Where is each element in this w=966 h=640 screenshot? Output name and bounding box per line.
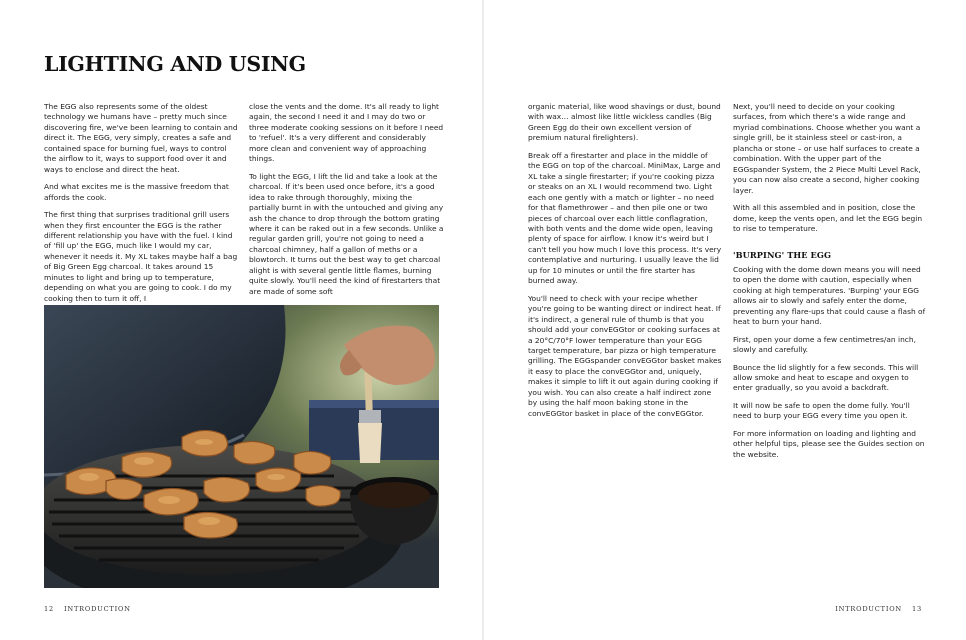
- section-label-left: INTRODUCTION: [64, 605, 131, 613]
- paragraph: With all this assembled and in position, close the dome, keep the vents open, and let the EGG begin to rise to temperature.: [733, 203, 923, 233]
- paragraph: The EGG also represents some of the oldest technology we humans have – pretty much since discovering fire, we've been learning to contain and direct it. The EGG, very simply, creates a safe and contained space for burning fuel, ways to control the airflow to it, ways to support food over it and ways to enclose and direct the heat.: [44, 102, 238, 174]
- page-number-left: 12: [44, 605, 54, 613]
- paragraph: It will now be safe to open the dome fully. You'll need to burp your EGG every time you open it.: [733, 400, 910, 421]
- paragraph: First, open your dome a few centimetres/an inch, slowly and carefully.: [733, 334, 916, 355]
- paragraph: To light the EGG, I lift the lid and take a look at the charcoal. If it's been used once before, it's a good idea to rake through thoroughly, mixing the partially burnt in with the untouched and giving any ash the chance to drop through the bottom grating where it can be raked out in a few seconds. Unlike a regular garden grill, you're not going to need a charcoal chimney, half a gallon of meths or a blowtorch. It turns out the best way to get charcoal alight is with several gentle little flames, burning quite slowly. You'll need the kind of firestarters that are made of some soft: [249, 171, 444, 296]
- paragraph: For more information on loading and lighting and other helpful tips, please see the Guides section on the website.: [733, 428, 925, 459]
- text-column-3: [528, 102, 722, 426]
- section-subheading: 'BURPING' THE EGG: [733, 250, 832, 261]
- text-column-2: [249, 102, 444, 304]
- page-number-right: 13: [912, 605, 922, 613]
- footer-left: [44, 605, 131, 613]
- paragraph: Cooking with the dome down means you will need to open the dome with caution, especially when cooking at high temperatures. 'Burping' your EGG allows air to slowly and safely enter the dome, preventing any flare-ups that could cause a flash of heat to burn your hand.: [733, 264, 926, 327]
- paragraph: Bounce the lid slightly for a few seconds. This will allow smoke and heat to escape and oxygen to enter gradually, so you avoid a backdraft.: [733, 362, 919, 393]
- paragraph: You'll need to check with your recipe whether you're going to be wanting direct or indirect heat. If it's indirect, a general rule of thumb is that you should add your convEGGtor or cooking surfaces at a 20°C/70°F lower temperature than your EGG target temperature, bar pizza or high temperature grilling. The EGGspander convEGGtor basket makes it easy to place the convEGGtor and, uniquely, makes it simple to lift it out again during cooking if you wish. You can also create a half indirect zone by using the half moon baking stone in the convEGGtor basket in place of the convEGGtor.: [528, 293, 722, 418]
- paragraph: Next, you'll need to decide on your cooking surfaces, from which there's a wide range and myriad combinations. Choose whether you want a single grill, be it stainless steel or cast-iron, a plancha or stone – or use half surfaces to create a combination. With the upper part of the EGGspander System, the 2 Piece Multi Level Rack, you can now also create a second, higher cooking layer.: [733, 102, 921, 195]
- paragraph: And what excites me is the massive freedom that affords the cook.: [44, 182, 229, 202]
- text-column-1: [44, 102, 238, 311]
- grill-photo: [44, 305, 439, 588]
- spread-gutter: [482, 0, 484, 640]
- paragraph: The first thing that surprises traditional grill users when they first encounter the EGG is the rather different relationship you have with the fuel. I kind of 'fill up' the EGG, much like I would my car, whenever it needs it. My XL takes maybe half a bag of Big Green Egg charcoal. It takes around 15 minutes to light and bring up to temperature, depending on what you are going to cook. I do my cooking then to turn it off, I: [44, 210, 238, 303]
- footer-right: [835, 605, 922, 613]
- paragraph: organic material, like wood shavings or dust, bound with wax… almost like little wickless candles (Big Green Egg do their own excellent version of premium natural firelighters).: [528, 102, 721, 143]
- text-column-4: [733, 102, 927, 467]
- page-title: LIGHTING AND USING: [44, 52, 306, 76]
- paragraph: close the vents and the dome. It's all ready to light again, the second I need it and I may do two or three moderate cooking sessions on it before I need to 'refuel'. It's a very different and considerably more clean and convenient way of approaching things.: [249, 102, 444, 164]
- paragraph: Break off a firestarter and place in the middle of the EGG on top of the charcoal. MiniMax, Large and XL take a single firestarter; if you're cooking pizza or steaks on an XL I would recommend two. Light each one gently with a match or lighter – no need for that flamethrower – and then pile one or two pieces of charcoal over each little conflagration, with both vents and the dome wide open, leaving plenty of space for airflow. I know it's weird but I can't tell you how much I love this process. It's very contemplative and nurturing. I usually leave the lid up for 10 minutes or until the fire starter has burned away.: [528, 150, 722, 286]
- section-label-right: INTRODUCTION: [835, 605, 902, 613]
